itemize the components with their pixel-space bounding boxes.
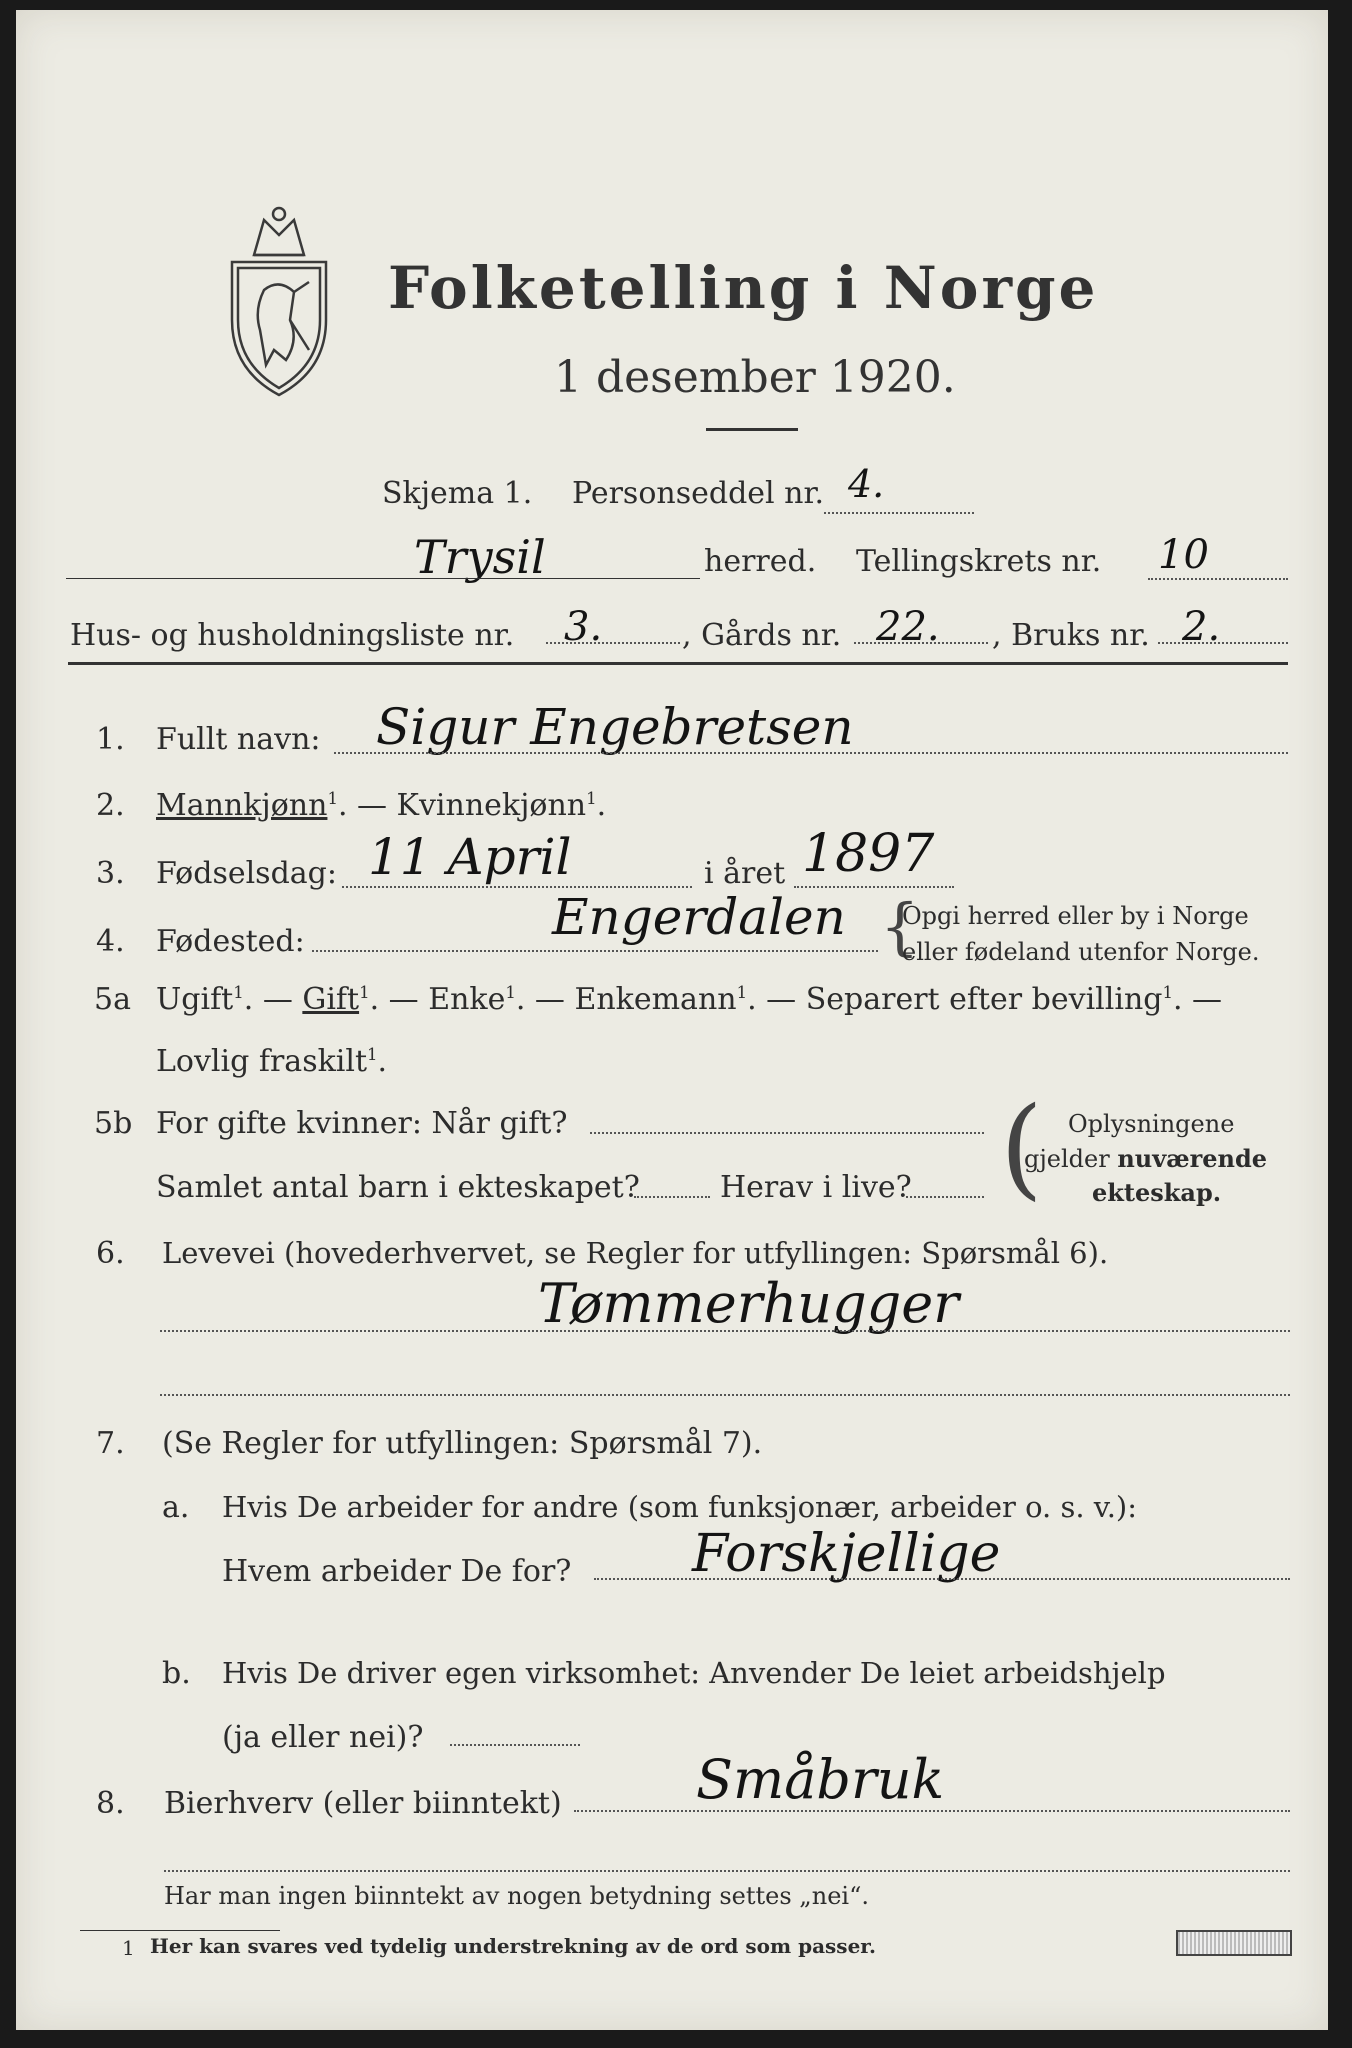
q7a-label1: Hvis De arbeider for andre (som funksjonær, arbeider o. s. v.): — [222, 1490, 1138, 1524]
q5b-dots3 — [906, 1196, 984, 1198]
q3-year-value: 1897 — [802, 824, 935, 884]
q5b-dots2 — [634, 1196, 710, 1198]
gards-dots — [854, 642, 988, 644]
q1-dots — [334, 752, 1288, 754]
q8-value: Småbruk — [696, 1748, 945, 1811]
q4-dots — [312, 950, 878, 952]
tellingskrets-label: Tellingskrets nr. — [856, 544, 1102, 579]
q7-number: 7. — [96, 1426, 125, 1461]
coat-of-arms-icon — [224, 200, 334, 400]
tellingskrets-value: 10 — [1158, 532, 1209, 578]
q4-number: 4. — [96, 924, 125, 959]
hus-dots — [546, 642, 680, 644]
q8-dots1 — [574, 1810, 1290, 1812]
hus-label: Hus- og husholdningsliste nr. — [70, 618, 515, 653]
footnote-number: 1 — [122, 1936, 135, 1960]
q6-dots2 — [160, 1394, 1290, 1396]
q1-number: 1. — [96, 722, 125, 757]
q3-label: Fødselsdag: — [156, 856, 337, 891]
q5a-gift: Gift — [302, 982, 360, 1017]
personseddel-dots — [824, 512, 974, 514]
q3-year-label: i året — [704, 856, 786, 891]
q7b-label1: Hvis De driver egen virksomhet: Anvender De leiet arbeidshjelp — [222, 1656, 1166, 1690]
q2-sep: . — — [337, 788, 397, 823]
q2-end: . — [596, 788, 607, 823]
q2-number: 2. — [96, 788, 125, 823]
q7a-number: a. — [162, 1490, 190, 1525]
q6-number: 6. — [96, 1236, 125, 1271]
q5b-dots1 — [590, 1132, 984, 1134]
gards-label: , Gårds nr. — [682, 618, 842, 653]
q2-kvinne: Kvinnekjønn — [396, 788, 587, 823]
q5b-note3: ekteskap. — [1092, 1178, 1222, 1207]
printer-stamp — [1176, 1930, 1292, 1956]
q6-value: Tømmerhugger — [538, 1272, 959, 1335]
q2-mann: Mannkjønn — [156, 788, 328, 823]
q5a-enke: Enke — [428, 982, 506, 1017]
q5b-label2: Samlet antal barn i ekteskapet? — [156, 1170, 640, 1205]
q5b-brace: ( — [1000, 1083, 1043, 1211]
footer-note: Har man ingen biinntekt av nogen betydning settes „nei“. — [164, 1882, 869, 1910]
q6-dots1 — [160, 1330, 1290, 1332]
q7b-label2: (ja eller nei)? — [222, 1720, 424, 1755]
q7a-label2: Hvem arbeider De for? — [222, 1554, 572, 1589]
tellingskrets-dots — [1148, 578, 1288, 580]
q1-label: Fullt navn: — [156, 722, 321, 757]
q5a-options: Ugift$^1$. — Gift$^1$. — Enke$^1$. — Enkemann$^1$. — Separert efter bevilling$^1$. — — [156, 982, 1223, 1017]
q8-dots2 — [164, 1870, 1290, 1872]
header-divider — [68, 662, 1288, 665]
q5b-label3: Herav i live? — [720, 1170, 912, 1205]
q6-label: Levevei (hovederhvervet, se Regler for utfyllingen: Spørsmål 6). — [162, 1236, 1109, 1270]
q5b-note2b: nuværende — [1117, 1144, 1268, 1173]
q4-label: Fødested: — [156, 924, 305, 959]
q5b-note2 — [1024, 1144, 1267, 1173]
q7a-dots — [594, 1578, 1290, 1580]
q7a-value: Forskjellige — [692, 1524, 1001, 1584]
bruks-label: , Bruks nr. — [992, 618, 1150, 653]
census-form — [16, 10, 1328, 2030]
footnote-text: Her kan svares ved tydelig understrekning av de ord som passer. — [150, 1934, 876, 1958]
q5a-enkemann: Enkemann — [574, 982, 737, 1017]
q5a-lovlig-line: Lovlig fraskilt$^1$. — [156, 1044, 388, 1079]
q4-note1: Opgi herred eller by i Norge — [902, 902, 1249, 930]
herred-label: herred. — [704, 544, 817, 579]
q7b-number: b. — [162, 1656, 191, 1691]
schema-label: Skjema 1. — [382, 476, 533, 511]
bruks-value: 2. — [1182, 604, 1221, 650]
q4-value: Engerdalen — [552, 888, 846, 946]
title-divider — [706, 428, 798, 431]
gards-value: 22. — [876, 604, 940, 650]
q1-value: Sigur Engebretsen — [376, 698, 854, 756]
personseddel-value: 4. — [848, 462, 885, 506]
q5a-lovlig: Lovlig fraskilt — [156, 1044, 368, 1079]
q2-options: Mannkjønn$^1$. — Kvinnekjønn$^1$. — [156, 788, 607, 823]
q8-label: Bierhverv (eller biinntekt) — [164, 1786, 562, 1821]
herred-value: Trysil — [414, 530, 546, 584]
q3-value: 11 April — [368, 828, 572, 886]
q3-number: 3. — [96, 856, 125, 891]
form-date: 1 desember 1920. — [554, 352, 956, 403]
footnote-rule — [80, 1930, 280, 1931]
hus-value: 3. — [564, 604, 603, 650]
herred-rule — [66, 578, 700, 579]
q7b-dots — [450, 1744, 580, 1746]
q5b-number: 5b — [94, 1106, 133, 1141]
q5b-note1: Oplysningene — [1068, 1110, 1235, 1138]
q4-note2: eller fødeland utenfor Norge. — [902, 938, 1260, 966]
form-title: Folketelling i Norge — [388, 254, 1099, 322]
bruks-dots — [1158, 642, 1288, 644]
q7-label: (Se Regler for utfyllingen: Spørsmål 7). — [162, 1426, 763, 1461]
q5a-number: 5a — [94, 982, 131, 1017]
q5a-ugift: Ugift — [156, 982, 234, 1017]
q5b-note2a: gjelder — [1024, 1145, 1118, 1173]
q4-brace: { — [880, 890, 920, 963]
q5a-separert: Separert efter bevilling — [805, 982, 1163, 1017]
personseddel-label: Personseddel nr. — [572, 476, 825, 511]
q5b-label1: For gifte kvinner: Når gift? — [156, 1106, 568, 1141]
q8-number: 8. — [96, 1786, 125, 1821]
